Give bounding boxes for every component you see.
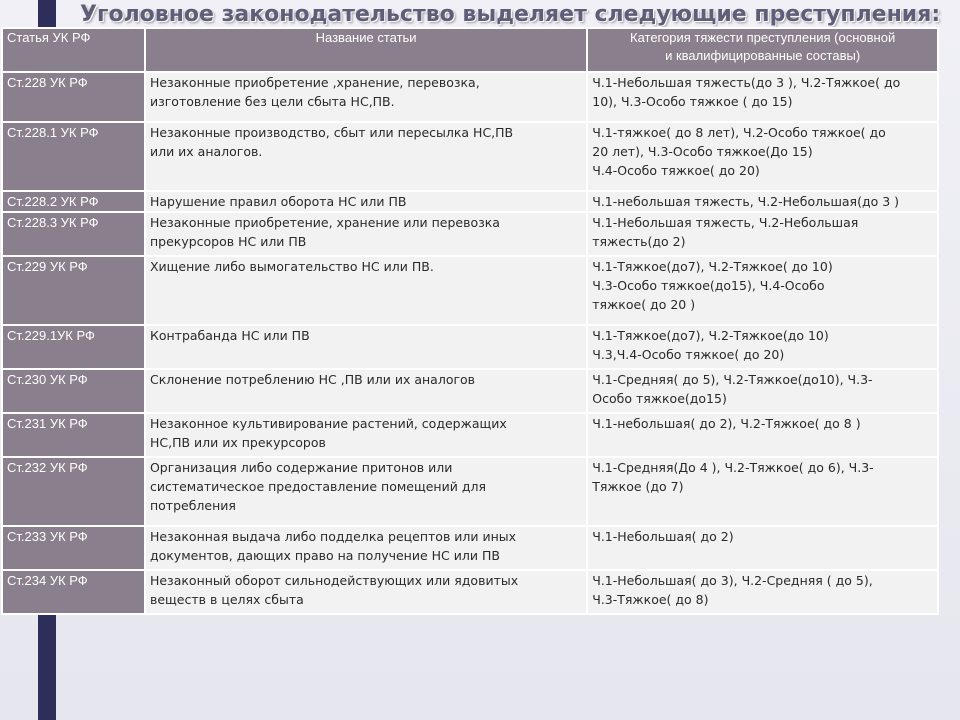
article-name-line: Незаконный оборот сильнодействующих или ядовитых bbox=[149, 573, 519, 588]
severity-category-line: Ч.1-небольшая( до 2), Ч.2-Тяжкое( до 8 ) bbox=[592, 416, 861, 431]
table-row bbox=[2, 413, 938, 457]
severity-category-line: Ч.4-Особо тяжкое( до 20) bbox=[592, 163, 760, 178]
header-category bbox=[587, 28, 938, 72]
article-name-cell bbox=[145, 526, 587, 570]
article-name-cell bbox=[145, 212, 587, 256]
severity-category-cell bbox=[587, 570, 938, 614]
article-name-line: Нарушение правил оборота НС или ПВ bbox=[149, 194, 407, 209]
table-body bbox=[2, 72, 938, 614]
table-row bbox=[2, 122, 938, 191]
severity-category-line: 20 лет), Ч.3-Особо тяжкое(До 15) bbox=[592, 144, 813, 159]
article-name-line: систематическое предоставление помещений для bbox=[149, 479, 486, 494]
table-row bbox=[2, 191, 938, 212]
article-cell: Ст.229 УК РФ bbox=[2, 256, 145, 325]
article-name-cell bbox=[145, 256, 587, 325]
severity-category-line: Особо тяжкое(до15) bbox=[592, 391, 727, 406]
article-cell: Ст.233 УК РФ bbox=[2, 526, 145, 570]
article-cell: Ст.230 УК РФ bbox=[2, 369, 145, 413]
severity-category-line: 10), Ч.3-Особо тяжкое ( до 15) bbox=[592, 94, 793, 109]
severity-category-line: Ч.1-Небольшая( до 3), Ч.2-Средняя ( до 5), bbox=[592, 573, 873, 588]
table-row bbox=[2, 72, 938, 122]
severity-category-cell bbox=[587, 122, 938, 191]
article-cell: Ст.234 УК РФ bbox=[2, 570, 145, 614]
severity-category-line: Ч.1-Средняя( до 5), Ч.2-Тяжкое(до10), Ч.3- bbox=[592, 372, 873, 387]
severity-category-line: Ч.1-небольшая тяжесть, Ч.2-Небольшая(до 3 ) bbox=[592, 194, 900, 209]
severity-category-cell bbox=[587, 369, 938, 413]
article-name-cell bbox=[145, 570, 587, 614]
severity-category-line: Ч.1-Небольшая тяжесть(до 3 ), Ч.2-Тяжкое( до bbox=[592, 75, 901, 90]
severity-category-cell bbox=[587, 325, 938, 369]
article-name-line: изготовление без цели сбыта НС,ПВ. bbox=[149, 94, 395, 109]
article-name-cell bbox=[145, 72, 587, 122]
table-header-row bbox=[2, 28, 938, 72]
slide-title: Уголовное законодательство выделяет следующие преступления: bbox=[80, 2, 941, 27]
table-row bbox=[2, 570, 938, 614]
table-row bbox=[2, 369, 938, 413]
severity-category-line: тяжкое( до 20 ) bbox=[592, 297, 696, 312]
article-name-cell bbox=[145, 457, 587, 526]
severity-category-line: Ч.3-Особо тяжкое(до15), Ч.4-Особо bbox=[592, 278, 825, 293]
severity-category-line: Ч.1-Небольшая( до 2) bbox=[592, 529, 734, 544]
article-name-line: НС,ПВ или их прекурсоров bbox=[149, 435, 326, 450]
severity-category-cell bbox=[587, 413, 938, 457]
table-row bbox=[2, 325, 938, 369]
severity-category-cell bbox=[587, 526, 938, 570]
article-name-line: Незаконная выдача либо подделка рецептов или иных bbox=[149, 529, 517, 544]
article-cell: Ст.228.3 УК РФ bbox=[2, 212, 145, 256]
article-name-line: Организация либо содержание притонов или bbox=[149, 460, 453, 475]
article-name-cell bbox=[145, 413, 587, 457]
article-name-line: потребления bbox=[149, 498, 236, 513]
article-cell: Ст.228.1 УК РФ bbox=[2, 122, 145, 191]
severity-category-line: Тяжкое (до 7) bbox=[592, 479, 684, 494]
article-name-cell bbox=[145, 122, 587, 191]
article-name-cell bbox=[145, 369, 587, 413]
article-cell: Ст.229.1УК РФ bbox=[2, 325, 145, 369]
article-name-line: Незаконные производство, сбыт или пересылка НС,ПВ bbox=[149, 125, 514, 140]
severity-category-line: Ч.3,Ч.4-Особо тяжкое( до 20) bbox=[592, 347, 785, 362]
article-name-line: Хищение либо вымогательство НС или ПВ. bbox=[149, 259, 434, 274]
article-name-line: или их аналогов. bbox=[149, 144, 263, 159]
article-name-cell bbox=[145, 325, 587, 369]
severity-category-line: Ч.1-Небольшая тяжесть, Ч.2-Небольшая bbox=[592, 215, 859, 230]
article-cell: Ст.232 УК РФ bbox=[2, 457, 145, 526]
severity-category-cell bbox=[587, 256, 938, 325]
crimes-table bbox=[1, 27, 939, 615]
table-row bbox=[2, 526, 938, 570]
article-cell: Ст.228.2 УК РФ bbox=[2, 191, 145, 212]
header-category-line: и квалифицированные составы) bbox=[665, 48, 861, 63]
severity-category-line: Ч.1-тяжкое( до 8 лет), Ч.2-Особо тяжкое( до bbox=[592, 125, 886, 140]
table-row bbox=[2, 457, 938, 526]
severity-category-cell bbox=[587, 72, 938, 122]
severity-category-line: Ч.3-Тяжкое( до 8) bbox=[592, 592, 709, 607]
article-name-line: документов, дающих право на получение НС или ПВ bbox=[149, 548, 500, 563]
table-row bbox=[2, 256, 938, 325]
article-name-cell bbox=[145, 191, 587, 212]
header-name: Название статьи bbox=[145, 28, 587, 72]
severity-category-line: Ч.1-Тяжкое(до7), Ч.2-Тяжкое( до 10) bbox=[592, 259, 833, 274]
article-name-line: Контрабанда НС или ПВ bbox=[149, 328, 310, 343]
severity-category-line: Ч.1-Тяжкое(до7), Ч.2-Тяжкое(до 10) bbox=[592, 328, 829, 343]
article-name-line: Склонение потреблению НС ,ПВ или их аналогов bbox=[149, 372, 476, 387]
article-name-line: Незаконное культивирование растений, содержащих bbox=[149, 416, 507, 431]
article-name-line: прекурсоров НС или ПВ bbox=[149, 234, 307, 249]
article-cell: Ст.231 УК РФ bbox=[2, 413, 145, 457]
severity-category-cell bbox=[587, 191, 938, 212]
severity-category-line: тяжесть(до 2) bbox=[592, 234, 686, 249]
table-row bbox=[2, 212, 938, 256]
header-article: Статья УК РФ bbox=[2, 28, 145, 72]
severity-category-cell bbox=[587, 212, 938, 256]
article-cell: Ст.228 УК РФ bbox=[2, 72, 145, 122]
article-name-line: Незаконные приобретение, хранение или перевозка bbox=[149, 215, 500, 230]
header-category-line: Категория тяжести преступления (основной bbox=[630, 30, 896, 45]
article-name-line: веществ в целях сбыта bbox=[149, 592, 304, 607]
severity-category-line: Ч.1-Средняя(До 4 ), Ч.2-Тяжкое( до 6), Ч.3- bbox=[592, 460, 874, 475]
article-name-line: Незаконные приобретение ,хранение, перевозка, bbox=[149, 75, 480, 90]
severity-category-cell bbox=[587, 457, 938, 526]
